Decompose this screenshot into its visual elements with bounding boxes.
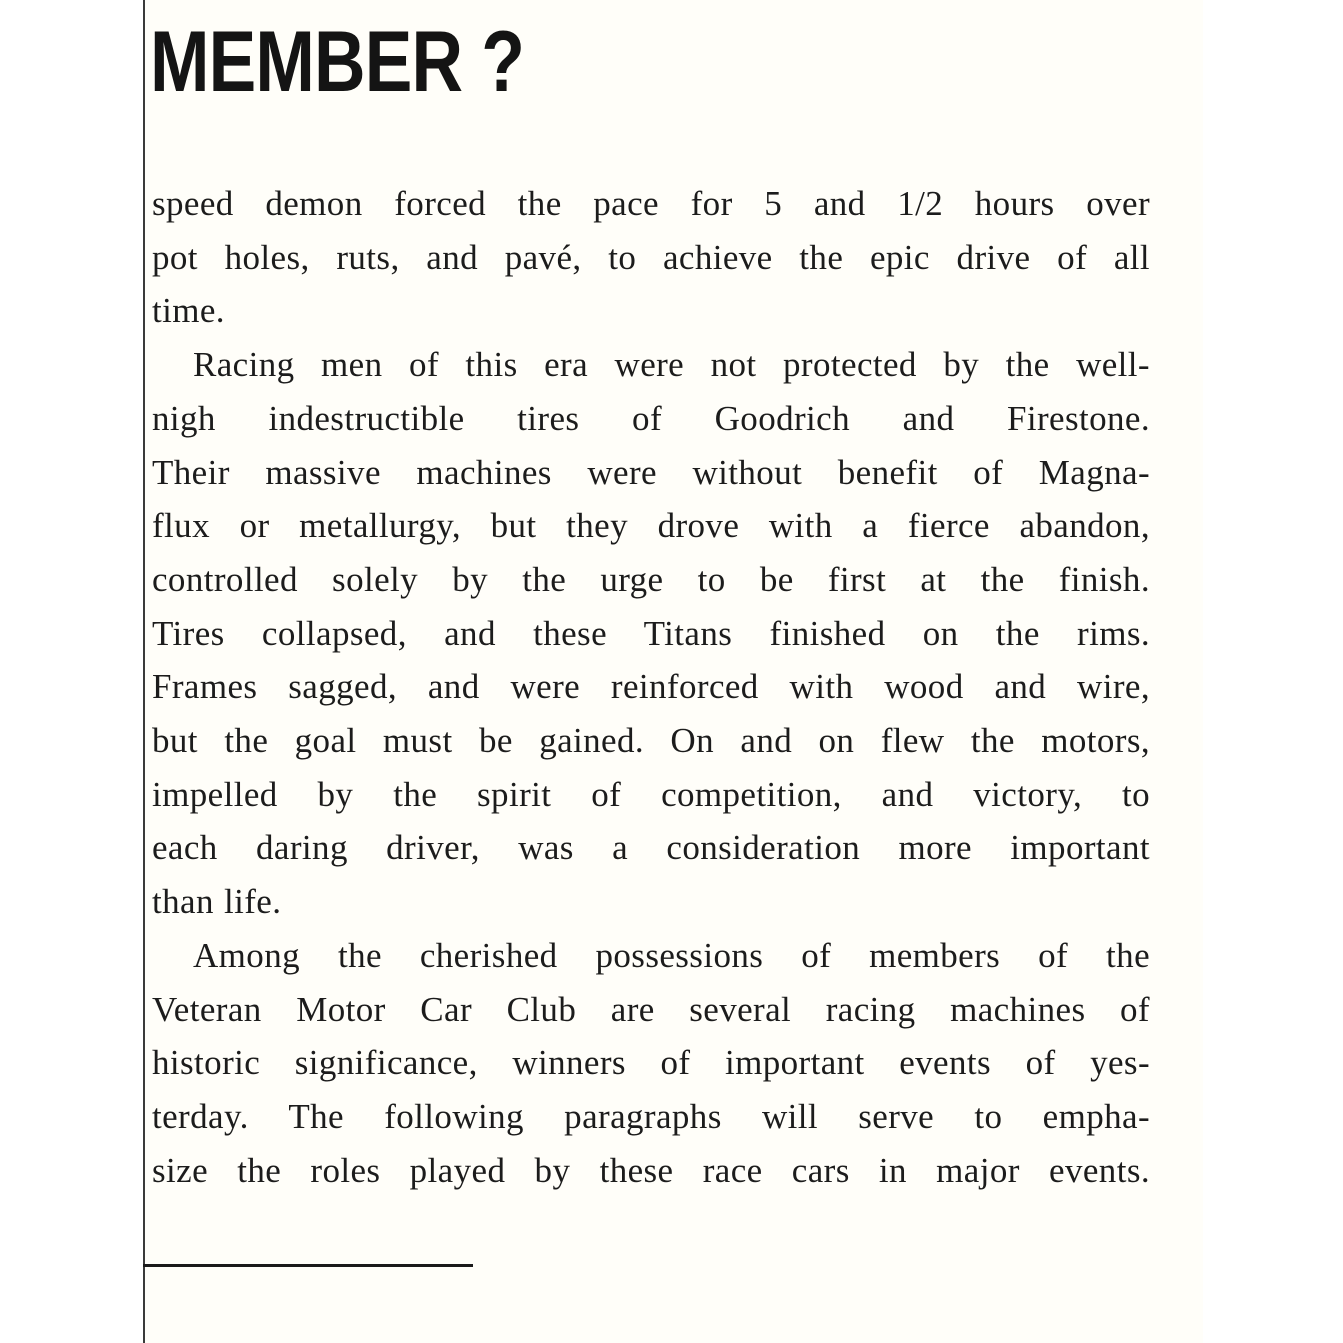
text-line: speed demon forced the pace for 5 and 1/2 hours over — [152, 184, 1150, 223]
text-line: but the goal must be gained. On and on flew the motors, — [152, 721, 1150, 761]
text-line: pot holes, ruts, and pavé, to achieve the epic drive of all — [152, 237, 1150, 277]
text-line: Tires collapsed, and these Titans finished on the rims. — [152, 613, 1150, 653]
text-line: nigh indestructible tires of Goodrich and Firestone. — [152, 398, 1150, 438]
text-line: size the roles played by these race cars in major events. — [152, 1150, 1150, 1190]
paragraph-2 — [152, 338, 1150, 929]
body-text — [152, 177, 1150, 1197]
paragraph-3 — [152, 929, 1150, 1198]
text-line: flux or metallurgy, but they drove with a fierce abandon, — [152, 506, 1150, 546]
text-line: Frames sagged, and were reinforced with wood and wire, — [152, 667, 1150, 707]
paragraph-1 — [152, 177, 1150, 338]
text-line: each daring driver, was a consideration more important — [152, 828, 1150, 868]
text-line: terday. The following paragraphs will serve to empha- — [152, 1096, 1150, 1136]
text-line: time. — [152, 291, 225, 331]
page-heading: MEMBER ? — [150, 14, 525, 110]
text-line: impelled by the spirit of competition, and victory, to — [152, 774, 1150, 814]
text-line: Among the cherished possessions of members of the — [193, 935, 1150, 975]
text-line: Racing men of this era were not protected by the well- — [193, 345, 1150, 385]
text-line: historic significance, winners of important events of yes- — [152, 1043, 1150, 1083]
text-line: controlled solely by the urge to be first at the finish. — [152, 559, 1150, 599]
text-line: than life. — [152, 882, 282, 922]
page-left-edge — [143, 0, 145, 1343]
text-line: Their massive machines were without benefit of Magna- — [152, 452, 1150, 492]
horizontal-rule — [143, 1264, 473, 1267]
text-line: Veteran Motor Car Club are several racing machines of — [152, 989, 1150, 1029]
